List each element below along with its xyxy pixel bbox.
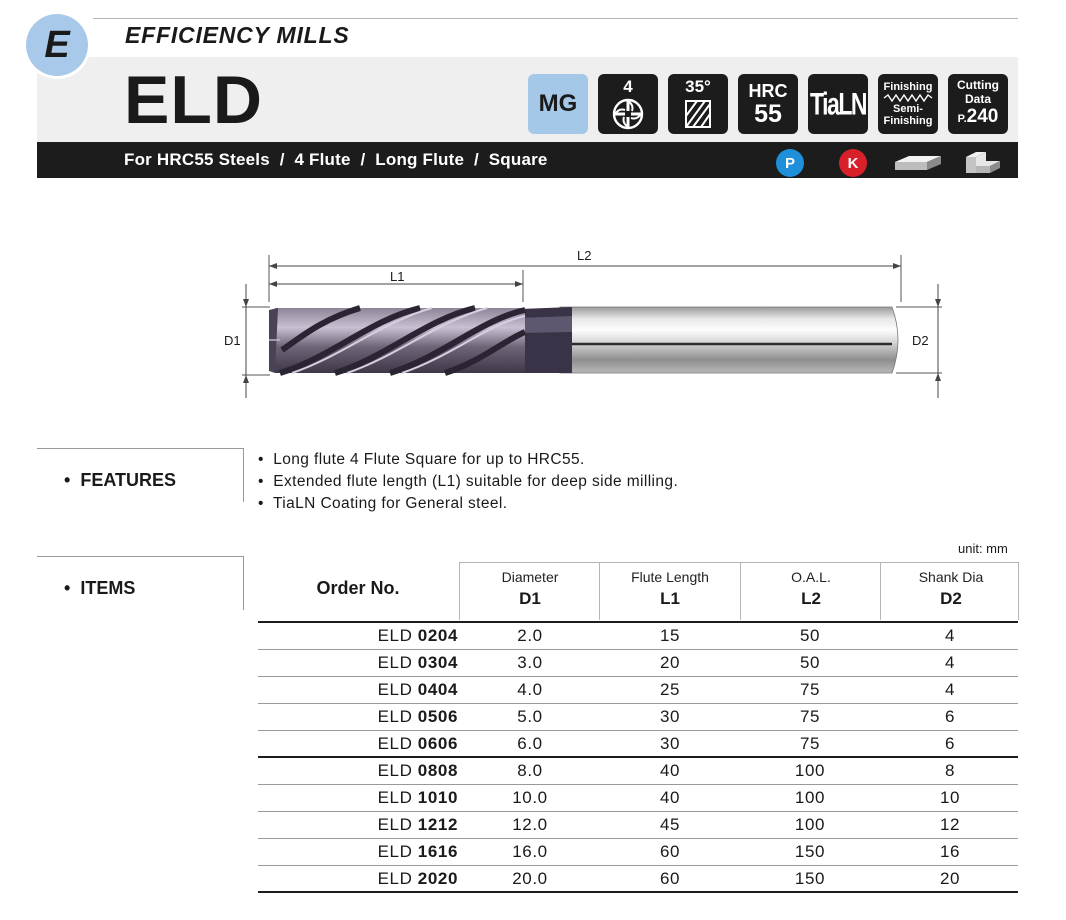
overall-length-l2: 100: [794, 761, 826, 780]
surface-finish-icon: [882, 93, 934, 103]
table-row: [258, 704, 1018, 731]
diameter-d1: 10.0: [512, 788, 548, 807]
overall-length-l2: 150: [794, 842, 826, 861]
finishing-label: Finishing: [883, 81, 933, 93]
order-no: ELD 0606: [377, 734, 458, 753]
unit-label: unit: mm: [958, 541, 1008, 556]
diameter-d1: 6.0: [517, 734, 543, 753]
flute-length-l1: 25: [659, 680, 681, 699]
overall-length-l2: 75: [799, 707, 821, 726]
flute-length-l1: 40: [659, 788, 681, 807]
shank-dia-d2: 10: [939, 788, 961, 807]
order-no: ELD 1616: [377, 842, 458, 861]
features-rule-edge: [243, 448, 244, 502]
header-rule: [93, 18, 1018, 19]
helix-angle-label: 35°: [685, 77, 711, 96]
shank-dia-d2: 20: [939, 869, 961, 888]
overall-length-l2: 100: [794, 815, 826, 834]
spec-line: For HRC55 Steels / 4 Flute / Long Flute / Square: [124, 150, 548, 169]
semi-label: Semi-: [893, 103, 923, 115]
shoulder-milling-icon: [962, 147, 1004, 175]
material-k-icon: K: [839, 149, 867, 177]
col-header-l2: O.A.L. L2: [791, 569, 831, 608]
flute-length-l1: 30: [659, 734, 681, 753]
flute-count-label: 4: [623, 76, 633, 96]
data-label: Data: [964, 92, 991, 106]
col-separator: [880, 562, 881, 620]
items-label: • ITEMS: [64, 578, 136, 598]
diameter-d1: 3.0: [517, 653, 543, 672]
diameter-d1: 2.0: [517, 626, 543, 645]
overall-length-l2: 75: [799, 680, 821, 699]
col-header-d1: Diameter D1: [501, 569, 559, 608]
cutting-label: Cutting: [957, 78, 999, 92]
order-no: ELD 0304: [377, 653, 458, 672]
table-row: [258, 785, 1018, 812]
shank-dia-d2: 4: [944, 680, 956, 699]
col-separator: [459, 562, 460, 620]
order-no: ELD 2020: [377, 869, 458, 888]
overall-length-l2: 150: [794, 869, 826, 888]
dim-label-l2: L2: [577, 248, 592, 263]
flute-length-l1: 40: [659, 761, 681, 780]
semi-finishing-label: Finishing: [883, 115, 933, 127]
feature-item-3: • TiaLN Coating for General steel.: [258, 495, 508, 512]
model-name: ELD: [124, 62, 263, 138]
hardness-badge: [738, 74, 798, 134]
shank-dia-d2: 12: [939, 815, 961, 834]
diameter-d1: 4.0: [517, 680, 543, 699]
dim-label-d1: D1: [224, 333, 241, 348]
col-header-d2: Shank Dia D2: [918, 569, 984, 608]
table-row: [258, 677, 1018, 704]
table-row: [258, 731, 1018, 758]
flute-length-l1: 45: [659, 815, 681, 834]
flute-length-l1: 15: [659, 626, 681, 645]
flute-length-l1: 20: [659, 653, 681, 672]
order-no: ELD 0506: [377, 707, 458, 726]
features-rule: [37, 448, 244, 449]
flute-length-l1: 60: [659, 842, 681, 861]
end-mill-drawing: [220, 240, 960, 405]
hardness-label: HRC: [748, 80, 788, 101]
overall-length-l2: 75: [799, 734, 821, 753]
table-row: [258, 623, 1018, 650]
diameter-d1: 8.0: [517, 761, 543, 780]
shank-dia-d2: 16: [939, 842, 961, 861]
helix-icon: [681, 98, 715, 130]
col-header-l1: Flute Length L1: [631, 569, 709, 608]
shank-dia-d2: 6: [944, 734, 956, 753]
cutting-data-page: P.240: [957, 106, 999, 127]
col-separator: [740, 562, 741, 620]
flute-length-l1: 60: [659, 869, 681, 888]
hardness-value: 55: [754, 99, 782, 128]
dim-label-d2: D2: [912, 333, 929, 348]
table-row: [258, 812, 1018, 839]
items-table-body: [258, 623, 1018, 893]
order-no: ELD 1212: [377, 815, 458, 834]
feature-item-1: • Long flute 4 Flute Square for up to HRC55.: [258, 451, 585, 468]
order-no: ELD 0204: [377, 626, 458, 645]
table-row: [258, 839, 1018, 866]
shank-dia-d2: 8: [944, 761, 956, 780]
table-row: [258, 758, 1018, 785]
col-header-order: Order No.: [316, 578, 400, 598]
shank-dia-d2: 4: [944, 626, 956, 645]
feature-item-2: • Extended flute length (L1) suitable for deep side milling.: [258, 473, 679, 490]
items-rule: [37, 556, 244, 557]
material-group-badge: [528, 74, 588, 134]
table-row: [258, 650, 1018, 677]
header-top-rule: [459, 562, 1018, 563]
diameter-d1: 16.0: [512, 842, 548, 861]
overall-length-l2: 50: [799, 626, 821, 645]
diameter-d1: 5.0: [517, 707, 543, 726]
four-flute-icon: [611, 97, 645, 131]
table-row: [258, 866, 1018, 893]
shank-dia-d2: 4: [944, 653, 956, 672]
dim-label-l1: L1: [390, 269, 405, 284]
shank-dia-d2: 6: [944, 707, 956, 726]
flute-count-badge: [598, 74, 658, 134]
finishing-badge: [878, 74, 938, 134]
material-p-icon: P: [776, 149, 804, 177]
diameter-d1: 12.0: [512, 815, 548, 834]
helix-angle-badge: [668, 74, 728, 134]
col-separator: [599, 562, 600, 620]
diameter-d1: 20.0: [512, 869, 548, 888]
side-milling-icon: [893, 150, 943, 174]
coating-badge: [808, 74, 868, 134]
series-title: EFFICIENCY MILLS: [125, 22, 350, 48]
order-no: ELD 0404: [377, 680, 458, 699]
items-rule-edge: [243, 556, 244, 610]
category-badge: E: [26, 14, 88, 76]
cutting-data-badge: [948, 74, 1008, 134]
flute-length-l1: 30: [659, 707, 681, 726]
overall-length-l2: 50: [799, 653, 821, 672]
features-label: • FEATURES: [64, 470, 176, 490]
coating-label: TiaLN: [810, 85, 866, 121]
order-no: ELD 1010: [377, 788, 458, 807]
material-group-label: MG: [538, 90, 578, 117]
order-no: ELD 0808: [377, 761, 458, 780]
overall-length-l2: 100: [794, 788, 826, 807]
